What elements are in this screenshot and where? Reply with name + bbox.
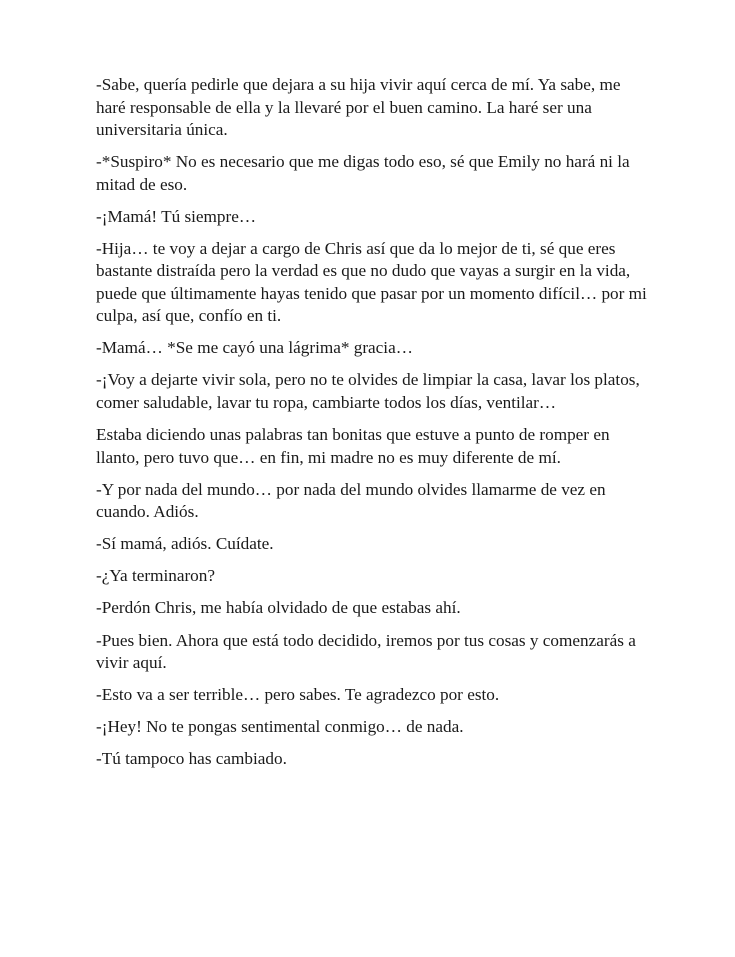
- paragraph: -Pues bien. Ahora que está todo decidido, iremos por tus cosas y comenzarás a vivir aquí.: [96, 630, 636, 673]
- paragraph: -Esto va a ser terrible… pero sabes. Te agradezco por esto.: [96, 685, 500, 705]
- paragraph: -¡Voy a dejarte vivir sola, pero no te olvides de limpiar la casa, lavar los platos, comer saludable, lavar tu ropa, cambiarte todos los días, ventilar…: [96, 370, 640, 412]
- document-body: [96, 74, 651, 780]
- paragraph: -Mamá… *Se me cayó una lágrima* gracia…: [96, 338, 413, 358]
- paragraph: -¡Mamá! Tú siempre…: [96, 206, 257, 226]
- paragraph: -Sabe, quería pedirle que dejara a su hija vivir aquí cerca de mí. Ya sabe, me haré responsable de ella y la llevaré por el buen camino. La haré ser una universitaria única.: [96, 75, 621, 139]
- paragraph: -¿Ya terminaron?: [96, 566, 216, 586]
- paragraph: Estaba diciendo unas palabras tan bonitas que estuve a punto de romper en llanto, pero tuvo que… en fin, mi madre no es muy diferente de mí.: [96, 425, 610, 467]
- paragraph: -*Suspiro* No es necesario que me digas todo eso, sé que Emily no hará ni la mitad de eso.: [96, 152, 630, 194]
- paragraph: -Sí mamá, adiós. Cuídate.: [96, 534, 274, 554]
- paragraph: -Tú tampoco has cambiado.: [96, 749, 287, 769]
- paragraph: -Y por nada del mundo… por nada del mundo olvides llamarme de vez en cuando. Adiós.: [96, 479, 606, 522]
- paragraph: -Hija… te voy a dejar a cargo de Chris así que da lo mejor de ti, sé que eres bastante distraída pero la verdad es que no dudo que vayas a surgir en la vida, puede que últimamente hayas tenido que pasar por un momento difícil… por mi culpa, así que, confío en ti.: [96, 238, 647, 326]
- paragraph: -Perdón Chris, me había olvidado de que estabas ahí.: [96, 598, 461, 618]
- paragraph: -¡Hey! No te pongas sentimental conmigo… de nada.: [96, 717, 464, 737]
